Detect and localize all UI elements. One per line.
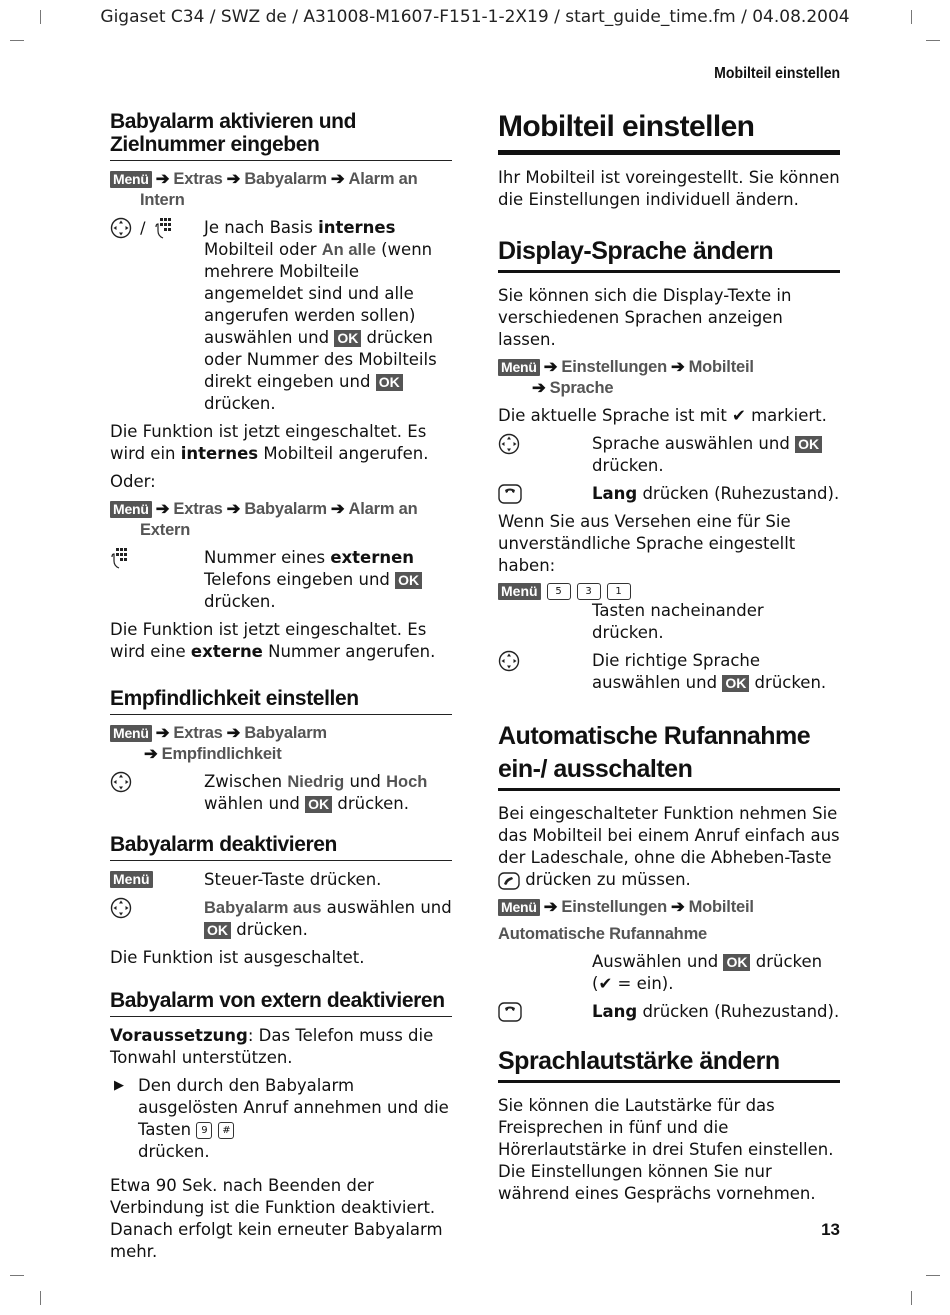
talk-key-icon <box>498 872 520 890</box>
instruction-step: Menü Steuer-Taste drücken. <box>110 869 452 891</box>
paragraph: Bei eingeschalteter Funktion nehmen Sie das Mobilteil bei einem Anruf einfach aus der Ladeschale, ohne die Abheben-Taste drücken zu müssen. <box>498 804 840 889</box>
menu-path: Menü ➔ Einstellungen ➔ Mobilteil ➔ Sprache <box>498 357 840 399</box>
paragraph: Die Funktion ist ausgeschaltet. <box>110 948 365 967</box>
key-1-icon: 1 <box>607 583 631 600</box>
key-sequence <box>498 583 840 600</box>
key-hash-icon: # <box>218 1122 234 1139</box>
crop-mark <box>10 1275 24 1276</box>
menu-key: Menü <box>110 501 152 518</box>
menu-key: Menü <box>110 871 153 888</box>
section-heading: Babyalarm deaktivieren <box>110 833 452 861</box>
checkmark-icon: ✔ <box>732 406 746 425</box>
control-key-icon <box>110 897 132 919</box>
paragraph: Sie können die Lautstärke für das Freisprechen in fünf und die Hörerlautstärke in drei Stufen einstellen. Die Einstellungen können Sie nur während eines Gesprächs vornehmen. <box>498 1096 834 1203</box>
instruction-step: Tasten nacheinander drücken. <box>592 601 764 642</box>
ok-key: OK <box>305 796 332 813</box>
running-header: Mobilteil einstellen <box>714 65 840 82</box>
paragraph: Die Funktion ist jetzt eingeschaltet. Es wird ein internes Mobilteil angerufen. <box>110 422 429 463</box>
control-key-icon <box>498 650 520 672</box>
crop-mark <box>926 1275 940 1276</box>
menu-key: Menü <box>498 899 540 916</box>
menu-key: Menü <box>498 359 540 376</box>
paragraph: Voraussetzung: Das Telefon muss die Tonwahl unterstützen. <box>110 1026 434 1067</box>
instruction-step: Sprache auswählen und OK drücken. <box>498 433 840 477</box>
right-column <box>498 110 840 1211</box>
paragraph: Die Funktion ist jetzt eingeschaltet. Es wird eine externe Nummer angerufen. <box>110 620 436 661</box>
bullet-arrow-icon: ▶ <box>114 1078 124 1093</box>
end-call-key-icon <box>498 1002 522 1022</box>
ok-key: OK <box>376 374 403 391</box>
crop-mark <box>926 40 940 41</box>
menu-path: Menü ➔ Extras ➔ Babyalarm ➔ Alarm an Intern <box>110 169 452 211</box>
left-column <box>110 110 452 1269</box>
checkmark-icon: ✔ <box>598 974 613 993</box>
key-9-icon: 9 <box>196 1122 212 1139</box>
page-title: Mobilteil einstellen <box>498 110 840 155</box>
section-heading: Babyalarm von extern deaktivieren <box>110 989 452 1017</box>
paragraph: Etwa 90 Sek. nach Beenden der Verbindung ist die Funktion deaktiviert. Danach erfolgt kein erneuter Babyalarm mehr. <box>110 1176 443 1261</box>
section-heading: Automatische Rufannahme ein-/ ausschalten <box>498 720 840 791</box>
end-call-key-icon <box>498 484 522 504</box>
paragraph: Sie können sich die Display-Texte in verschiedenen Sprachen anzeigen lassen. <box>498 286 792 349</box>
section-heading: Sprachlautstärke ändern <box>498 1045 840 1083</box>
instruction-step: Auswählen und OK drücken (✔ = ein). <box>592 952 823 993</box>
paragraph: Die aktuelle Sprache ist mit ✔ markiert. <box>498 406 827 425</box>
crop-mark <box>911 1291 912 1305</box>
menu-path: Menü ➔ Extras ➔ Babyalarm ➔ Empfindlichkeit <box>110 723 452 765</box>
ok-key: OK <box>334 330 361 347</box>
ok-key: OK <box>795 436 822 453</box>
section-heading: Display-Sprache ändern <box>498 235 840 273</box>
key-3-icon: 3 <box>577 583 601 600</box>
crop-mark <box>10 40 24 41</box>
instruction-step: Lang drücken (Ruhezustand). <box>498 483 840 505</box>
menu-path: Menü ➔ Einstellungen ➔ Mobilteil Automatische Rufannahme <box>498 898 754 943</box>
list-item: ▶ Den durch den Babyalarm ausgelösten Anruf annehmen und die Tasten 9 # drücken. <box>110 1075 452 1169</box>
menu-key: Menü <box>110 171 152 188</box>
keypad-icon <box>154 217 174 239</box>
ok-key: OK <box>395 572 422 589</box>
page-number: 13 <box>821 1220 840 1239</box>
ok-key: OK <box>723 954 750 971</box>
paragraph: Ihr Mobilteil ist voreingestellt. Sie können die Einstellungen individuell ändern. <box>498 168 840 209</box>
ok-key: OK <box>722 675 749 692</box>
section-heading: Babyalarm aktivieren und Zielnummer eingeben <box>110 110 452 161</box>
keypad-icon <box>110 547 130 569</box>
menu-key: Menü <box>110 725 152 742</box>
instruction-step: Nummer eines externen Telefons eingeben und OK drücken. <box>110 547 452 613</box>
ok-key: OK <box>204 922 231 939</box>
instruction-step: Die richtige Sprache auswählen und OK drücken. <box>498 650 840 694</box>
key-5-icon: 5 <box>547 583 571 600</box>
crop-mark <box>40 1291 41 1305</box>
document-meta-header: Gigaset C34 / SWZ de / A31008-M1607-F151-1-2X19 / start_guide_time.fm / 04.08.2004 <box>100 7 850 27</box>
instruction-step: / Je nach Basis internes Mobilteil oder An alle (wenn mehrere Mobilteile angemeldet sind und alle angerufen werden sollen) auswählen und OK drücken oder Nummer des Mobilteils direkt eingeben und OK drücken. <box>110 217 452 415</box>
control-key-icon <box>110 217 132 239</box>
instruction-step: Zwischen Niedrig und Hoch wählen und OK drücken. <box>110 771 452 815</box>
menu-key: Menü <box>498 583 541 600</box>
section-heading: Empfindlichkeit einstellen <box>110 687 452 715</box>
instruction-step: Lang drücken (Ruhezustand). <box>498 1001 840 1023</box>
menu-path: Menü ➔ Extras ➔ Babyalarm ➔ Alarm an Extern <box>110 499 452 541</box>
instruction-step: Babyalarm aus auswählen und OK drücken. <box>110 897 452 941</box>
control-key-icon <box>498 433 520 455</box>
paragraph: Wenn Sie aus Versehen eine für Sie unverständliche Sprache eingestellt haben: <box>498 512 796 575</box>
paragraph: Oder: <box>110 472 156 491</box>
control-key-icon <box>110 771 132 793</box>
